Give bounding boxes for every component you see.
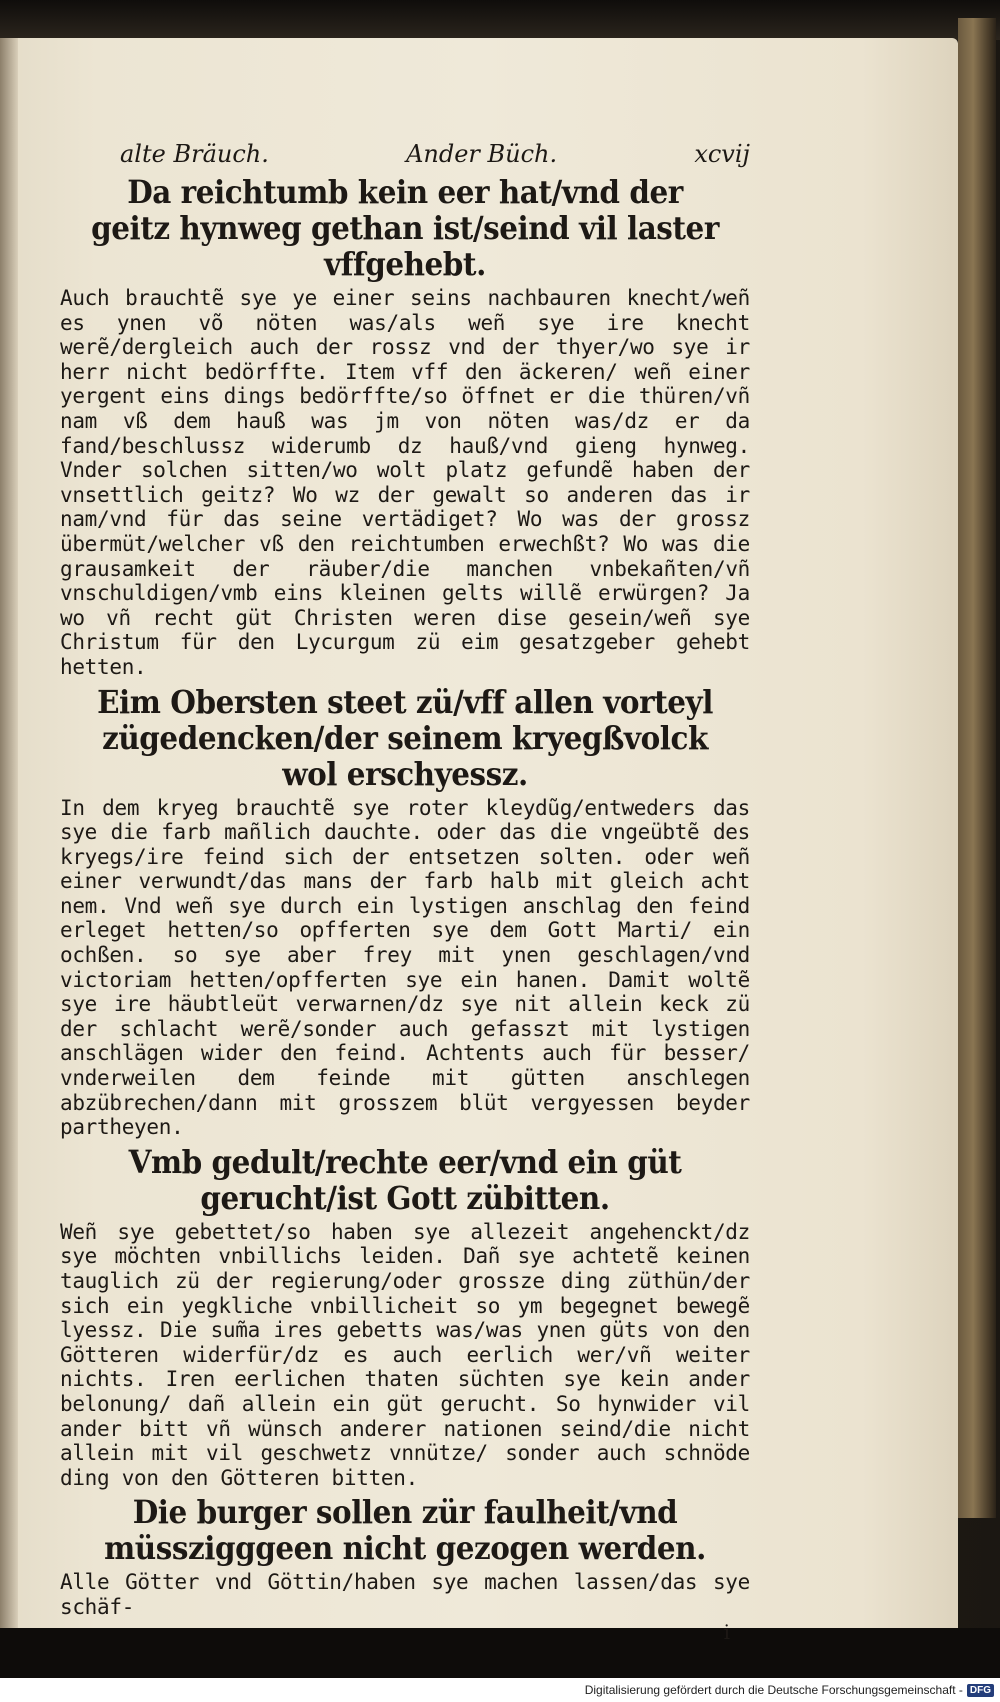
section-body: Alle Götter vnd Göttin/haben sye machen lassen/das sye schäf-: [60, 1570, 750, 1619]
footer-credit-text: Digitalisierung gefördert durch die Deutsche Forschungsgemeinschaft -: [584, 1683, 963, 1697]
section-body: Weñ sye gebettet/so haben sye allezeit angehenckt/dz sye möchten vnbillichs leiden. Dañ sye achtetẽ keinen tauglich zü der regierung/oder grossze ding züthün/der sich ein yegkliche vnbillicheit so ym begegnet bewegẽ lyessz. Die sum̃a ires gebetts was/was ynen güts von den Götteren widerfür/dz es auch eerlich wer/vñ weiter nichts. Iren eerlichen thaten süchten sye kein ander belonung/ dañ allein ein güt gerucht. So hynwider vil ander bitt vñ wünsch anderer nationen seind/die nicht allein mit vil geschwetz vnnütze/ sonder auch schnöde ding von den Götteren bitten.: [60, 1219, 750, 1490]
folio-number: xcvij: [694, 140, 750, 168]
signature-mark: i: [723, 1619, 730, 1644]
scan-top-edge: [0, 0, 1000, 40]
section-heading: Vmb gedult/rechte eer/vnd ein güt gerucht/ist Gott zübitten.: [128, 1142, 682, 1217]
running-head-center: Ander Büch.: [406, 140, 558, 168]
section-heading: Die burger sollen zür faulheit/vnd müsszigggeen nicht gezogen werden.: [104, 1493, 706, 1568]
section-heading: Eim Obersten steet zü/vff allen vorteyl zügedencken/der seinem kryegßvolck wol erschyessz.: [97, 682, 713, 793]
dfg-logo-icon: DFG: [967, 1684, 994, 1697]
book-fore-edge: [958, 18, 996, 1518]
section-heading: Da reichtumb kein eer hat/vnd der geitz hynweg gethan ist/seind vil laster vffgehebt.: [91, 173, 719, 283]
section-body: Auch brauchtẽ sye ye einer seins nachbauren knecht/weñ es ynen võ nöten was/als weñ sye ire knecht werẽ/dergleich auch der rossz vnd der thyer/wo sye ir herr nicht bedörffte. Item vff den äckeren/ weñ einer yergent eins dings bedörffte/so öffnet er die thüren/vñ nam vß dem hauß was jm von nöten was/dz er da fand/beschlussz widerumb dz hauß/vnd gieng hynweg. Vnder solchen sitten/wo wolt platz gefundẽ haben der vnsettlich geitz? Wo wz der gewalt so anderen das ir nam/vnd für das seine vertädiget? Wo was der grossz übermüt/welcher vß den reichtumben erwechßt? Wo was die grausamkeit der räuber/die manchen vnbekañten/vñ vnschuldigen/vmb eins kleinen gelts willẽ erwürgen? Ja wo vñ recht güt Christen weren dise gesein/weñ sye Christum für den Lycurgum zü eim gesatzgeber gehebt hetten.: [60, 286, 750, 679]
section-body: In dem kryeg brauchtẽ sye roter kleydũg/entweders das sye die farb mañlich dauchte. oder das die vngeübtẽ des kryegs/ire feind sich der entsetzen solten. oder weñ einer verwundt/das mans der farb halb mit gleich acht nem. Vnd weñ sye durch ein lystigen anschlag den feind erleget hetten/so opfferten sye dem Gott Marti/ ein ochßen. so sye aber frey mit ynen geschlagen/vnd victoriam hetten/opfferten sye ein hanen. Damit woltẽ sye ire häubtleüt verwarnen/dz sye nit allein keck zü der schlacht werẽ/sonder auch gefasszt mit lystigen anschlägen wider den feind. Achtents auch für besser/ vnderweilen dem feinde mit gütten anschlegen abzübrechen/dann mit grosszem blüt vergyessen beyder partheyen.: [60, 795, 750, 1140]
running-head: [60, 140, 750, 168]
running-head-left: alte Bräuch.: [120, 140, 269, 168]
digitization-footer: [0, 1678, 1000, 1702]
page-text-block: [60, 140, 750, 1644]
page-gutter-shadow: [0, 38, 18, 1628]
